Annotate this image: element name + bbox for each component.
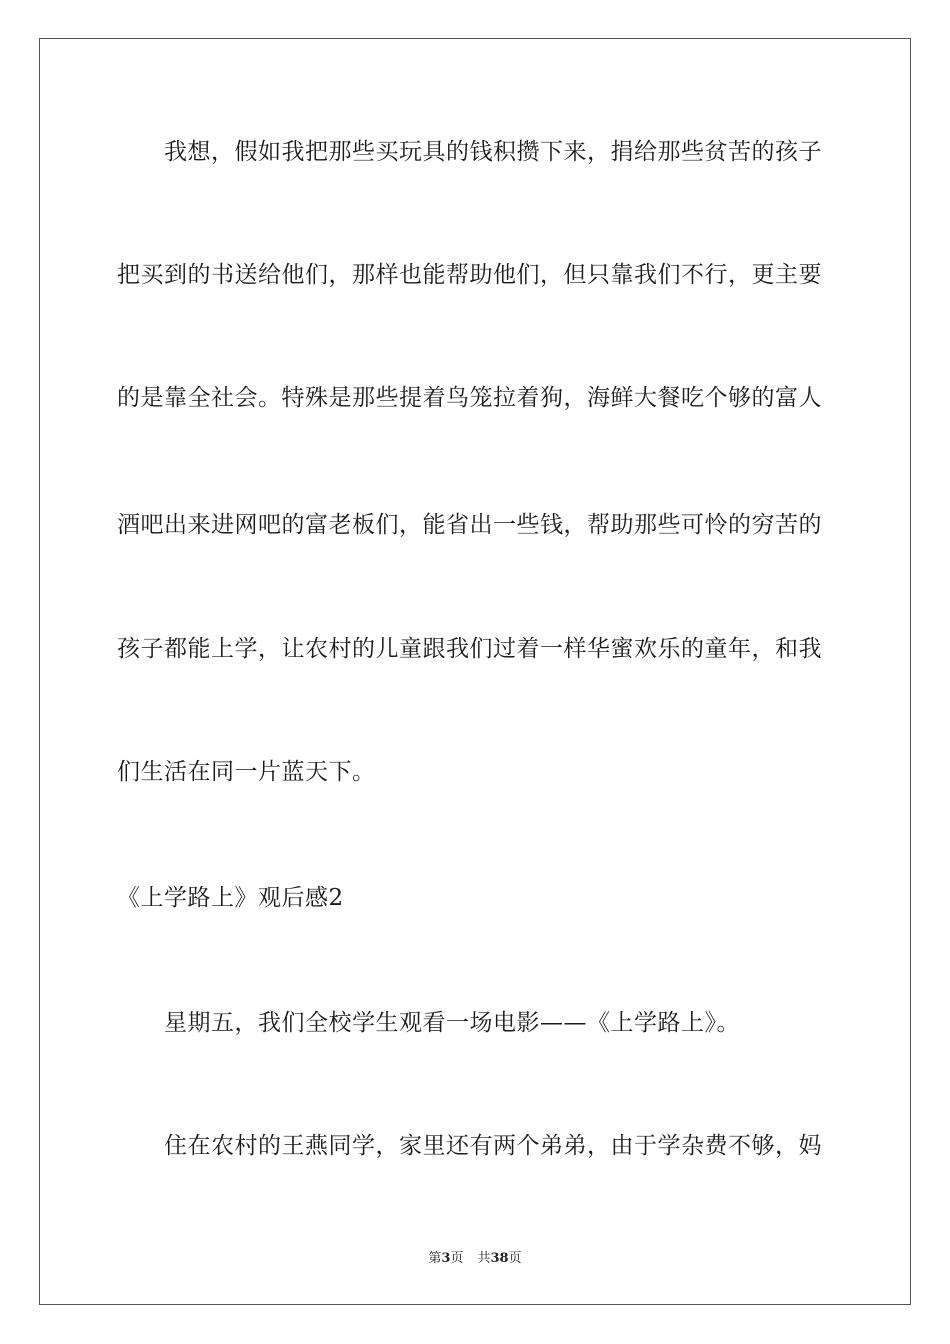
footer-total-suffix: 页	[508, 1251, 522, 1266]
paragraph-line-4: 酒吧出来进网吧的富老板们，能省出一些钱，帮助那些可怜的穷苦的	[117, 512, 822, 538]
paragraph-line-3: 的是靠全社会。特殊是那些提着鸟笼拉着狗，海鲜大餐吃个够的富人	[117, 385, 822, 411]
paragraph-line-1: 我想，假如我把那些买玩具的钱积攒下来，捐给那些贫苦的孩子	[164, 139, 822, 165]
paragraph-intro: 星期五，我们全校学生观看一场电影——《上学路上》。	[164, 1010, 740, 1036]
footer-total-prefix: 共	[477, 1251, 491, 1266]
paragraph-line-5: 孩子都能上学，让农村的儿童跟我们过着一样华蜜欢乐的童年，和我	[117, 636, 822, 662]
page-footer	[0, 1247, 950, 1266]
footer-total-pages: 38	[490, 1251, 509, 1266]
paragraph-story-start: 住在农村的王燕同学，家里还有两个弟弟，由于学杂费不够，妈	[164, 1133, 822, 1159]
footer-page-suffix: 页	[450, 1251, 464, 1266]
paragraph-line-6: 们生活在同一片蓝天下。	[117, 759, 376, 785]
footer-page-prefix: 第	[428, 1251, 442, 1266]
page-border	[39, 38, 911, 1305]
section-heading: 《上学路上》观后感2	[117, 885, 344, 911]
footer-page-number: 3	[441, 1251, 451, 1266]
paragraph-line-2: 把买到的书送给他们，那样也能帮助他们，但只靠我们不行，更主要	[117, 262, 822, 288]
